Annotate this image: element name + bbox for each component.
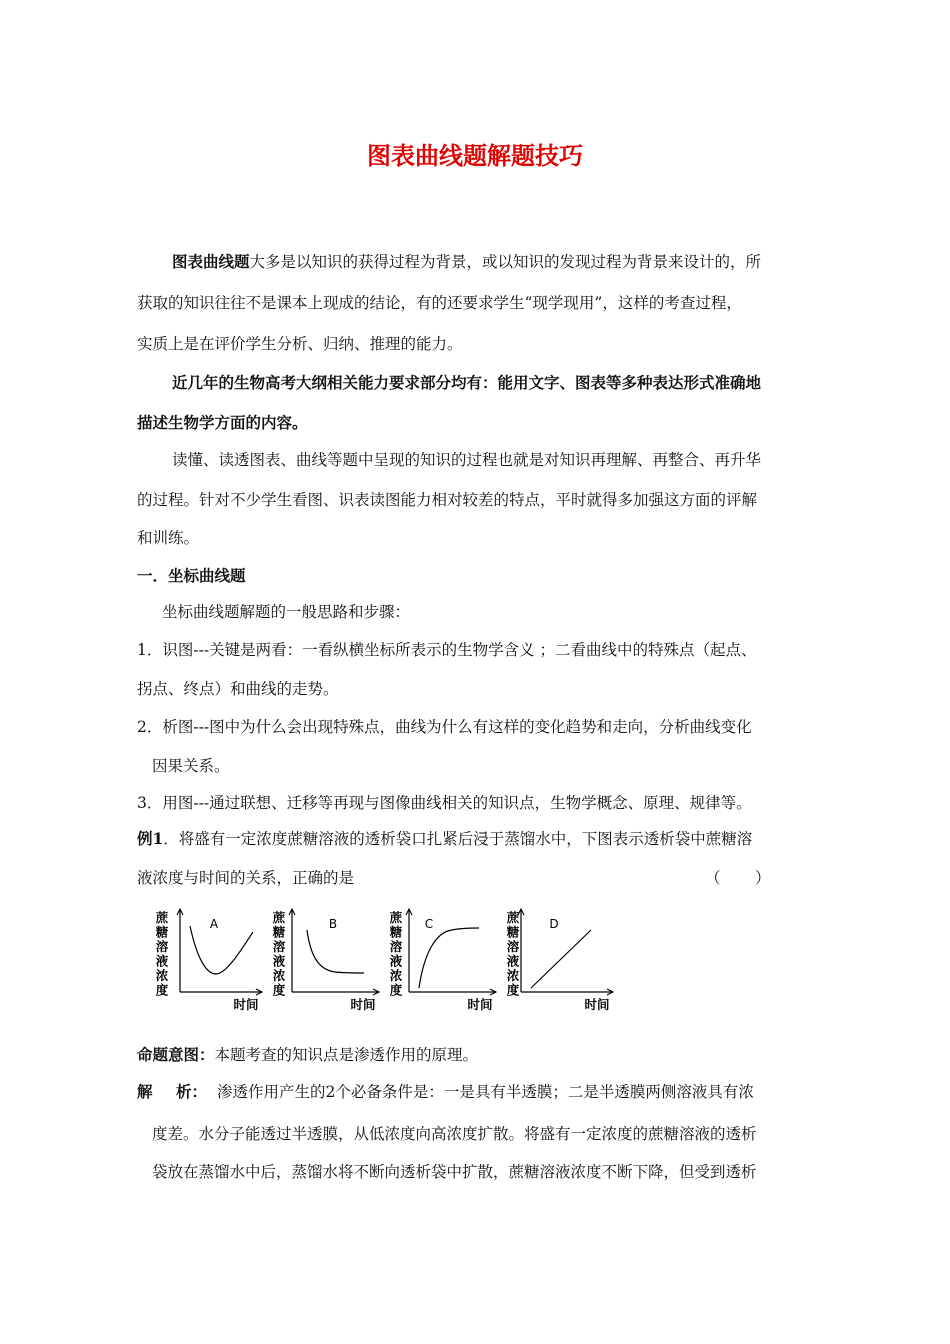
intent-text: 本题考查的知识点是渗透作用的原理。 [214, 1046, 479, 1064]
chart-c [384, 908, 499, 1012]
chart-letter-label: C [424, 917, 434, 931]
step-3: 3．用图---通过联想、迁移等再现与图像曲线相关的知识点，生物学概念、原理、规律等。 [137, 794, 752, 812]
y-axis-label: 蔗糖溶液浓度 [155, 910, 169, 998]
document-title: 图表曲线题解题技巧 [367, 142, 583, 170]
analysis-line-3: 袋放在蒸馏水中后，蒸馏水将不断向透析袋中扩散，蔗糖溶液浓度不断下降，但受到透析 [152, 1163, 757, 1181]
analysis-label-a: 解 [137, 1082, 153, 1101]
intent-label: 命题意图： [137, 1045, 215, 1064]
step-2-line-1: 2．析图---图中为什么会出现特殊点，曲线为什么有这样的变化趋势和走向，分析曲线变化 [137, 718, 752, 736]
y-axis-label: 蔗糖溶液浓度 [506, 910, 520, 998]
x-axis-label: 时间 [233, 997, 259, 1012]
x-axis-label: 时间 [467, 997, 493, 1012]
series-line [307, 930, 364, 973]
series-line [190, 926, 253, 974]
answer-bracket-open: （ [705, 869, 721, 887]
step-1-line-1: 1．识图---关键是两看：一看纵横坐标所表示的生物学含义 ；二看曲线中的特殊点（起点、 [137, 641, 757, 659]
series-line [531, 930, 591, 988]
example-label: 例1 [137, 829, 164, 848]
x-axis-label: 时间 [584, 997, 610, 1012]
chart-d [501, 908, 616, 1012]
example-line-1 [137, 829, 752, 849]
chart-letter-label: B [328, 917, 338, 931]
analysis-line-1: 渗透作用产生的2个必备条件是：一是具有半透膜；二是半透膜两侧溶液具有浓 [217, 1083, 754, 1101]
intro-lead-bold: 图表曲线题 [172, 252, 250, 271]
chart-letter-label: D [549, 917, 559, 931]
para3-line-1: 读懂、读透图表、曲线等题中呈现的知识的过程也就是对知识再理解、再整合、再升华 [172, 451, 762, 469]
intro-lead-rest: 大多是以知识的获得过程为背景，或以知识的发现过程为背景来设计的，所 [249, 253, 762, 271]
bold-para-line-2: 描述生物学方面的内容。 [137, 413, 308, 432]
chart-letter-label: A [209, 917, 219, 931]
intro-line-3: 实质上是在评价学生分析、归纳、推理的能力。 [137, 335, 463, 353]
chart-axes [177, 909, 262, 995]
analysis-label-b: 析： [176, 1082, 208, 1101]
analysis-line-2: 度差。水分子能透过半透膜，从低浓度向高浓度扩散。将盛有一定浓度的蔗糖溶液的透析 [152, 1125, 757, 1143]
example-text-1: ．将盛有一定浓度蔗糖溶液的透析袋口扎紧后浸于蒸馏水中，下图表示透析袋中蔗糖溶 [163, 830, 753, 848]
example-line-2: 液浓度与时间的关系，正确的是 [137, 869, 355, 887]
chart-a [150, 908, 265, 1012]
bold-para-line-1: 近几年的生物高考大纲相关能力要求部分均有：能用文字、图表等多种表达形式准确地 [172, 373, 762, 392]
chart-b [267, 908, 382, 1012]
x-axis-label: 时间 [350, 997, 376, 1012]
series-line [419, 928, 479, 988]
step-2-line-2: 因果关系。 [152, 757, 230, 775]
para3-line-2: 的过程。针对不少学生看图、识表读图能力相对较差的特点，平时就得多加强这方面的评解 [137, 491, 758, 509]
y-axis-label: 蔗糖溶液浓度 [272, 910, 286, 998]
para3-line-3: 和训练。 [137, 529, 200, 547]
answer-bracket-close: ） [755, 869, 771, 887]
intent-line [137, 1045, 478, 1065]
intro-line-2: 获取的知识往往不是课本上现成的结论，有的还要求学生“现学现用”，这样的考查过程， [137, 294, 742, 312]
chart-axes [518, 909, 613, 995]
y-axis-label: 蔗糖溶液浓度 [389, 910, 403, 998]
section-heading: 一．坐标曲线题 [137, 566, 246, 585]
section-subtitle: 坐标曲线题解题的一般思路和步骤： [162, 603, 411, 621]
intro-line-1 [172, 252, 761, 272]
step-1-line-2: 拐点、终点）和曲线的走势。 [137, 680, 339, 698]
